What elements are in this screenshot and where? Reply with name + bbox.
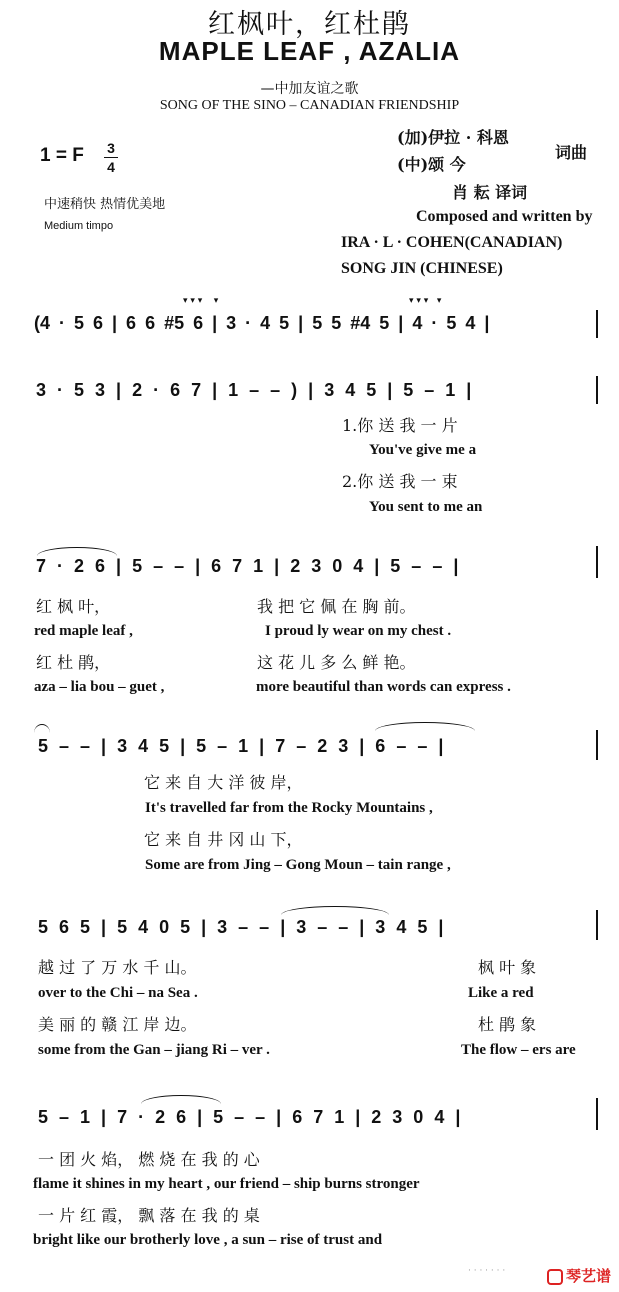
barline [596, 730, 598, 760]
lyric-v1-en-a: red maple leaf , [34, 623, 133, 639]
lyric-v1-en-b: Like a red [468, 985, 534, 1001]
credit-lyricist-cn: (中)颂 今 [397, 155, 466, 174]
barline [596, 1098, 598, 1130]
subtitle-chinese: —中加友谊之歌 [260, 81, 359, 97]
slur [375, 722, 475, 731]
lyric-v1-en: flame it shines in my heart , our friend – ship burns stronger [33, 1176, 420, 1192]
barline [596, 546, 598, 578]
lyric-v2-cn-a: 红 杜 鹃， [36, 653, 111, 672]
tie [281, 906, 389, 915]
tie [34, 724, 50, 733]
credit-translator-cn: 肖 耘 译词 [452, 183, 528, 202]
lyric-v2-en: Some are from Jing – Gong Moun – tain range , [145, 857, 451, 873]
tempo-english: Medium timpo [44, 220, 114, 232]
lyric-v1-cn: 它 来 自 大 洋 彼 岸， [144, 773, 303, 792]
tempo-chinese: 中速稍快 热情优美地 [44, 197, 166, 212]
credit-composer-cn: (加)伊拉 · 科恩 [397, 128, 509, 147]
credit-role-cn: 词曲 [555, 143, 588, 162]
key-signature: 1 = F [40, 145, 84, 166]
lyric-v1-cn-b: 枫 叶 象 [478, 958, 537, 977]
time-signature-divider [104, 157, 118, 158]
logo-icon [547, 1269, 563, 1285]
accent-marks: ▾ ▾ ▾ ▾ [409, 296, 442, 306]
lyric-v2-en-a: some from the Gan – jiang Ri – ver . [38, 1042, 270, 1058]
lyric-v1-cn-b: 我 把 它 佩 在 胸 前。 [257, 597, 416, 616]
music-line-1: (4 · 5 6 | 6 6 #5 6 | 3 · 4 5 | 5 5 #4 5 | 4 · 5 4 | [34, 313, 490, 333]
lyric-v2-cn: 一 片 红 霞， 飘 落 在 我 的 桌 [38, 1206, 260, 1225]
lyric-v1-cn: 1.你 送 我 一 片 [342, 416, 458, 435]
barline [596, 910, 598, 940]
music-line-2: 3 · 5 3 | 2 · 6 7 | 1 – – ) | 3 4 5 | 5 – 1 | [36, 380, 472, 400]
barline [596, 376, 598, 404]
subtitle-english: SONG OF THE SINO – CANADIAN FRIENDSHIP [159, 98, 460, 113]
watermark-dots: · · · · · · · [468, 1266, 506, 1276]
slur [141, 1095, 221, 1104]
lyric-v2-en: bright like our brotherly love , a sun – rise of trust and [33, 1232, 383, 1248]
music-line-5: 5 6 5 | 5 4 0 5 | 3 – – | 3 – – | 3 4 5 | [38, 917, 444, 937]
music-line-6: 5 – 1 | 7 · 2 6 | 5 – – | 6 7 1 | 2 3 0 4 | [38, 1107, 461, 1127]
logo-text: 琴艺谱 [565, 1267, 611, 1285]
lyric-v2-cn-b: 杜 鹃 象 [478, 1015, 537, 1034]
lyric-v2-en-b: more beautiful than words can express . [256, 679, 511, 695]
lyric-v1-cn: 一 团 火 焰， 燃 烧 在 我 的 心 [38, 1150, 260, 1169]
credit-translator-en: SONG JIN (CHINESE) [341, 260, 503, 277]
lyric-v1-cn-a: 越 过 了 万 水 千 山。 [38, 958, 197, 977]
music-line-4: 5 – – | 3 4 5 | 5 – 1 | 7 – 2 3 | 6 – – | [38, 736, 444, 756]
lyric-v2-cn: 它 来 自 井 冈 山 下， [144, 830, 303, 849]
accent-marks: ▾ ▾ ▾ ▾ [183, 296, 219, 306]
title-english: MAPLE LEAF , AZALIA [158, 36, 461, 66]
slur [37, 547, 117, 556]
lyric-v2-cn-b: 这 花 儿 多 么 鲜 艳。 [257, 653, 416, 672]
lyric-v2-en: You sent to me an [369, 499, 483, 515]
lyric-v2-cn: 2.你 送 我 一 束 [342, 472, 458, 491]
time-signature-top: 3 [107, 140, 115, 156]
time-signature-bottom: 4 [107, 159, 115, 175]
lyric-v1-en: It's travelled far from the Rocky Mountains , [145, 800, 433, 816]
lyric-v1-en: You've give me a [369, 442, 477, 458]
lyric-v2-en-a: aza – lia bou – guet , [34, 679, 165, 695]
title-chinese: 红枫叶，红杜鹃 [208, 9, 411, 40]
lyric-v1-en-a: over to the Chi – na Sea . [38, 985, 198, 1001]
lyric-v2-en-b: The flow – ers are [461, 1042, 576, 1058]
lyric-v2-cn-a: 美 丽 的 赣 江 岸 边。 [38, 1015, 197, 1034]
music-line-3: 7 · 2 6 | 5 – – | 6 7 1 | 2 3 0 4 | 5 – – | [36, 556, 459, 576]
site-logo [547, 1265, 611, 1286]
barline [596, 310, 598, 338]
lyric-v1-en-b: I proud ly wear on my chest . [265, 623, 452, 639]
lyric-v1-cn-a: 红 枫 叶， [36, 597, 111, 616]
credit-composed-by: Composed and written by [416, 208, 593, 225]
credit-composer-en: IRA · L · COHEN(CANADIAN) [341, 234, 563, 251]
